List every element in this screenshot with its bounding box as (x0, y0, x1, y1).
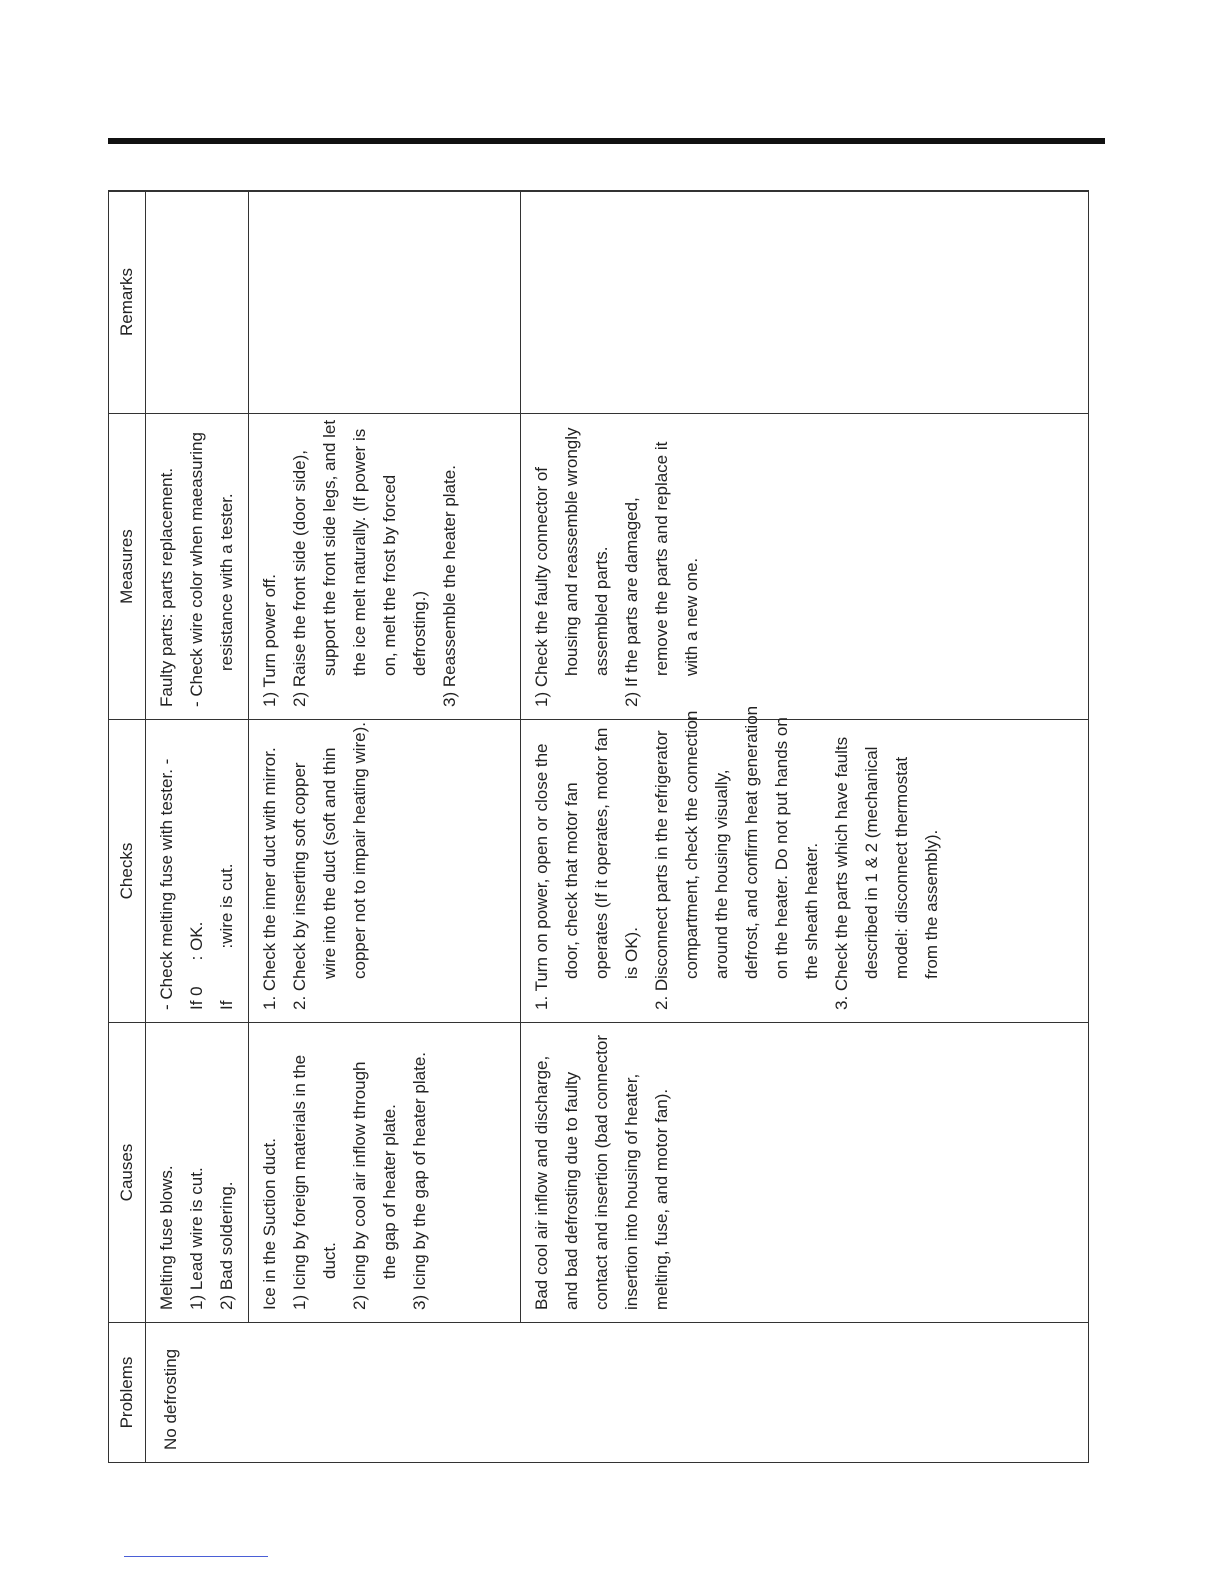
remarks-cell (249, 191, 521, 414)
check-line: compartment, check the connection (682, 710, 701, 979)
check-line: 1. Check the inner duct with mirror. (260, 747, 279, 1010)
cause-line: Bad cool air inflow and discharge, (532, 1055, 551, 1310)
measure-line: with a new one. (682, 557, 701, 676)
check-line: door, check that motor fan (562, 782, 581, 979)
cause-line: Melting fuse blows. (157, 1165, 176, 1310)
measure-line: 3) Reassemble the heater plate. (440, 465, 459, 707)
measure-line: 2) Raise the front side (door side), (290, 449, 309, 707)
check-line: 2. Check by inserting soft copper (290, 762, 309, 1010)
cause-line: 2) Icing by cool air inflow through (350, 1061, 369, 1310)
table-row (521, 191, 1089, 1463)
cause-line: Ice in the Suction duct. (260, 1138, 279, 1310)
measure-line: remove the parts and replace it (652, 441, 671, 676)
measures-cell (249, 414, 521, 720)
footer-underline (124, 1556, 268, 1557)
check-line: - Check melting fuse with tester. - (157, 758, 176, 1010)
causes-cell (249, 1023, 521, 1323)
cause-line: contact and insertion (bad connector (592, 1034, 611, 1310)
check-result: :wire is cut. (217, 863, 236, 949)
check-condition: If (217, 1000, 236, 1010)
check-line: operates (If it operates, motor fan (592, 727, 611, 979)
measure-line: - Check wire color when maeasuring (187, 432, 206, 707)
checks-cell (249, 720, 521, 1023)
check-line: described in 1 & 2 (mechanical (862, 746, 881, 979)
troubleshooting-table (108, 191, 1089, 1463)
check-line: copper not to impair heating wire). (350, 721, 369, 979)
check-result: : OK. (187, 921, 206, 961)
measure-line: 1) Check the faulty connector of (532, 466, 551, 707)
check-line: is OK). (622, 927, 641, 979)
remarks-cell (146, 191, 249, 414)
measures-cell (521, 414, 1089, 720)
cause-line: 3) Icing by the gap of heater plate. (410, 1051, 429, 1310)
causes-cell (521, 1023, 1089, 1323)
checks-cell (521, 705, 1089, 1023)
cause-line: insertion into housing of heater, (622, 1073, 641, 1310)
cause-line: 1) Lead wire is cut. (187, 1167, 206, 1310)
cause-line: melting, fuse, and motor fan). (652, 1088, 671, 1310)
measures-cell (146, 414, 249, 720)
header-checks: Checks (109, 720, 146, 1023)
measure-line: 1) Turn power off. (260, 574, 279, 707)
measure-line: 2) If the parts are damaged, (622, 497, 641, 707)
cause-line: 1) Icing by foreign materials in the (290, 1054, 309, 1310)
problem-label: No defrosting (161, 1348, 180, 1450)
causes-cell (146, 1023, 249, 1323)
check-line: on the heater. Do not put hands on (772, 717, 791, 979)
measure-line: resistance with a tester. (217, 493, 236, 671)
cause-line: the gap of heater plate. (380, 1104, 399, 1279)
check-line: 1. Turn on power, open or close the (532, 743, 551, 1010)
problem-cell (146, 1323, 1089, 1463)
measure-line: assembled parts. (592, 546, 611, 676)
measure-line: on, melt the frost by forced (380, 474, 399, 676)
check-line: around the housing visually, (712, 769, 731, 979)
measure-line: the ice melt naturally. (If power is (350, 428, 369, 676)
measure-line: support the front side legs, and let (320, 419, 339, 676)
cause-line: and bad defrosting due to faulty (562, 1071, 581, 1310)
check-condition: If 0 (187, 986, 206, 1010)
header-causes: Causes (109, 1023, 146, 1323)
header-remarks: Remarks (109, 191, 146, 414)
measure-line: housing and reassemble wrongly (562, 427, 581, 676)
check-line: model: disconnect thermostat (892, 756, 911, 979)
check-line (212, 728, 242, 1010)
table-row (146, 191, 249, 1463)
check-line: 2. Disconnect parts in the refrigerator (652, 730, 671, 1010)
rotated-table-stage (108, 191, 1089, 1463)
check-line: defrost, and confirm heat generation (742, 705, 761, 979)
check-line: the sheath heater. (802, 842, 821, 979)
check-line: wire into the duct (soft and thin (320, 747, 339, 979)
header-problems: Problems (109, 1323, 146, 1463)
measure-line: defrosting.) (410, 590, 429, 676)
measure-line: Faulty parts: parts replacement. (157, 467, 176, 707)
check-line: from the assembly). (922, 829, 941, 979)
cause-line: 2) Bad soldering. (217, 1181, 236, 1310)
header-row (109, 191, 146, 1463)
header-rule (108, 138, 1105, 144)
cause-line: duct. (320, 1242, 339, 1279)
checks-cell (146, 720, 249, 1023)
remarks-cell (521, 191, 1089, 414)
header-measures: Measures (109, 414, 146, 720)
check-line: 3. Check the parts which have faults (832, 736, 851, 1010)
check-line (182, 728, 212, 1010)
table-row (249, 191, 521, 1463)
